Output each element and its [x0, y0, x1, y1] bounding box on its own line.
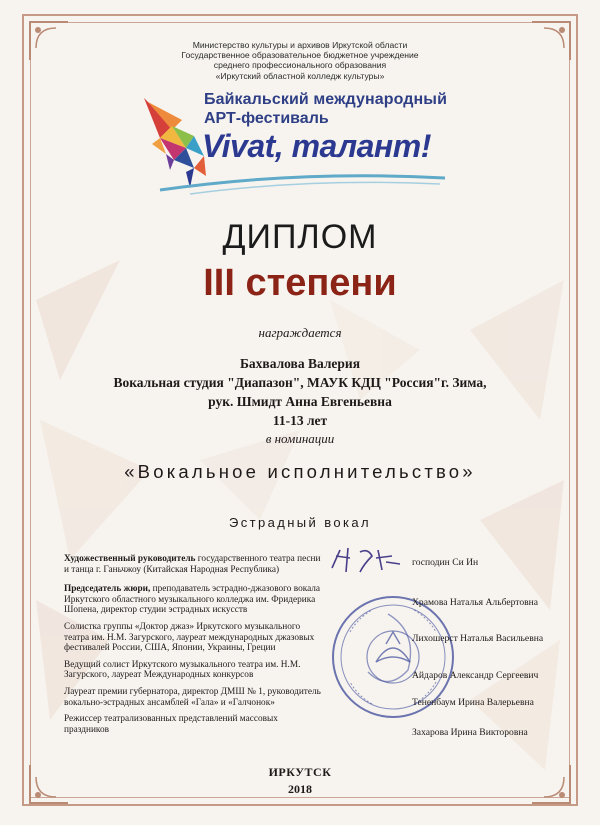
- diploma-title: ДИПЛОМ: [222, 218, 378, 256]
- awarded-label: награждается: [258, 325, 342, 340]
- corner-ornament-icon: [528, 18, 574, 64]
- jury-role-desc: преподаватель эстрадно-джазового вокала Иркутского областного музыкального колледжа им. Фридерика Шопена, директор студии эстрадных искусств: [64, 584, 321, 616]
- nomination-label: в номинации: [265, 431, 335, 446]
- festival-title-line1: Байкальский международный: [204, 91, 447, 108]
- issue-city: ИРКУТСК: [268, 765, 332, 779]
- jury-entry: Режиссер театрализованных представлений массовых праздников: [64, 714, 278, 735]
- jury-entry: [64, 584, 324, 616]
- jury-name: Айдаров Александр Сергеевич: [412, 670, 539, 681]
- jury-role: Художественный руководитель: [64, 554, 196, 564]
- ministry-header: [150, 40, 450, 81]
- signature-mark: [320, 542, 420, 582]
- jury-name: Храмова Наталья Альбертовна: [412, 597, 539, 608]
- jury-role-desc: государственного театра песни и танца г. Ганьчжоу (Китайская Народная Республика): [64, 554, 321, 575]
- jury-name: Тененбаум Ирина Валерьевна: [412, 697, 534, 708]
- recipient-studio: Вокальная студия "Диапазон", МАУК КДЦ "Россия"г. Зима,: [113, 375, 487, 390]
- corner-ornament-icon: [26, 18, 72, 64]
- nomination-subcategory: Эстрадный вокал: [228, 515, 372, 530]
- ministry-line: Государственное образовательное бюджетное учреждение: [181, 50, 419, 61]
- jury-role: Председатель жюри,: [64, 584, 151, 595]
- swoosh-decoration: [150, 168, 450, 198]
- festival-name: Vivat, талант!: [202, 128, 431, 164]
- diploma-degree: III степени: [203, 262, 397, 304]
- jury-name: господин Си Ин: [412, 557, 479, 568]
- jury-entry: Лауреат премии губернатора, директор ДМШ № 1, руководитель вокально-эстрадных ансамблей «Гала» и «Галчонок»: [64, 686, 321, 708]
- age-group: 11-13 лет: [272, 413, 328, 428]
- ministry-line: «Иркутский областной колледж культуры»: [215, 70, 385, 81]
- jury-entry: Солистка группы «Доктор джаз» Иркутского музыкального театра им. Н.М. Загурского, лауреат международных джазовых фестивалей России, США, Японии, Украины, Греции: [64, 621, 315, 654]
- jury-name: Лихошерст Наталья Васильевна: [412, 633, 544, 644]
- festival-title-line2: АРТ-фестиваль: [204, 110, 329, 127]
- jury-list: [64, 554, 324, 735]
- ministry-line: Министерство культуры и архивов Иркутской области: [192, 40, 408, 50]
- nomination-category: «Вокальное исполнительство»: [124, 461, 476, 482]
- recipient-teacher: рук. Шмидт Анна Евгеньевна: [208, 394, 392, 409]
- jury-entry: Ведущий солист Иркутского музыкального театра им. Н.М. Загурского, лауреат Международных конкурсов: [64, 659, 301, 681]
- issue-year: 2018: [288, 782, 312, 796]
- jury-entry: [64, 554, 324, 575]
- recipient-name: Бахвалова Валерия: [239, 356, 361, 371]
- jury-name: Захарова Ирина Викторовна: [412, 727, 528, 738]
- ministry-line: среднего профессионального образования: [213, 60, 387, 71]
